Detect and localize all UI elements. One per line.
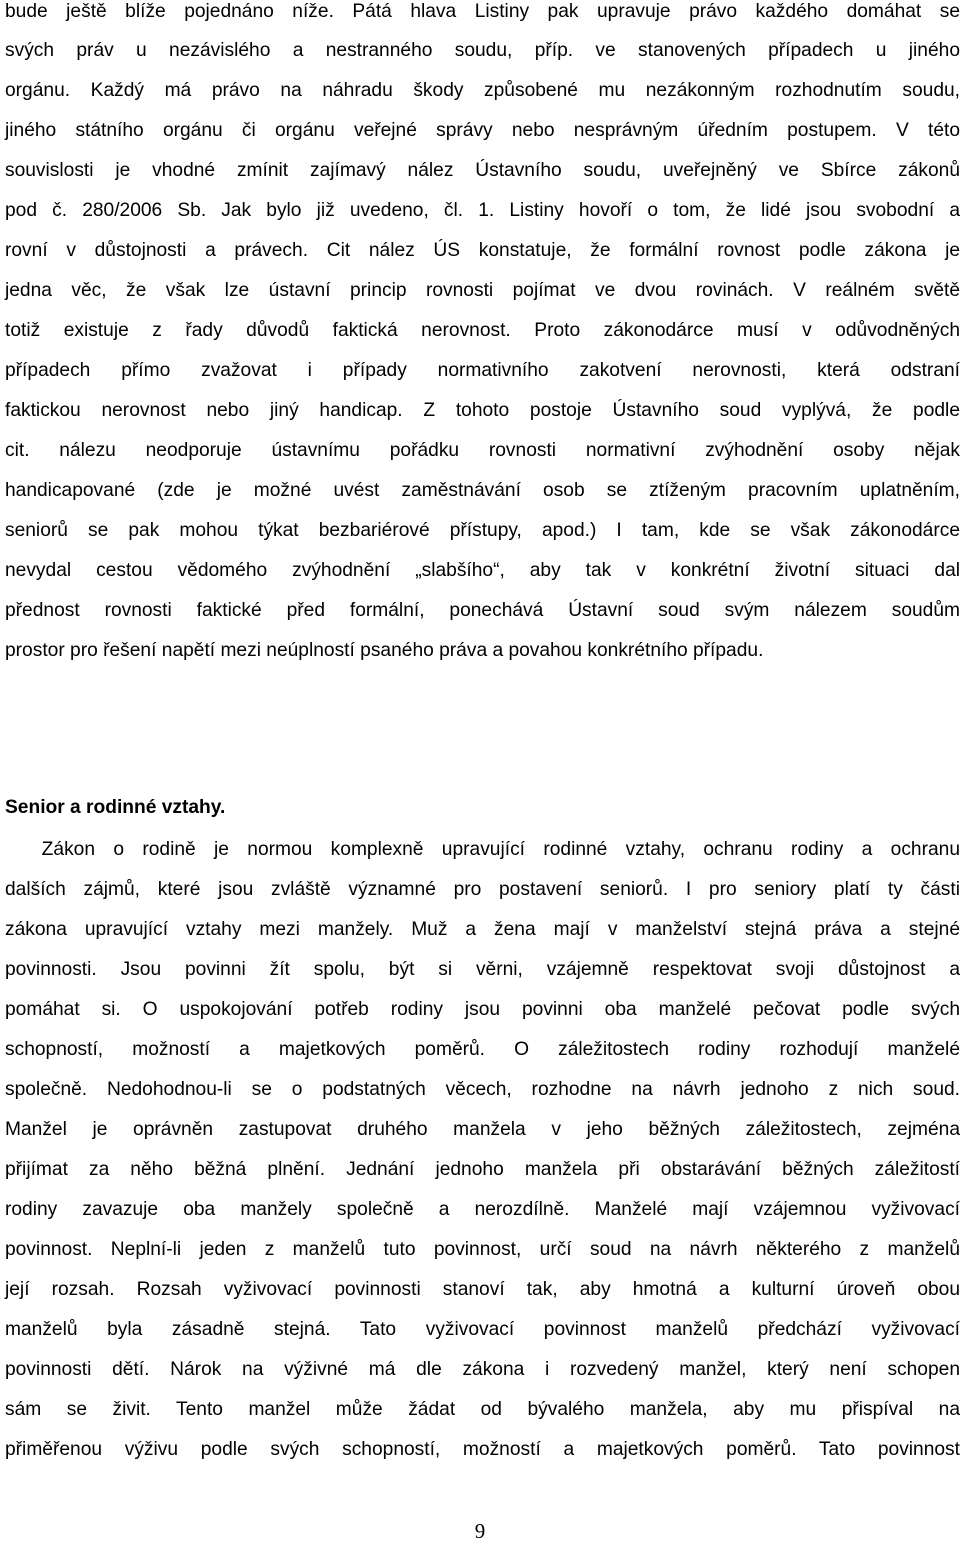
paragraph-line: pod č. 280/2006 Sb. Jak bylo již uvedeno, čl. 1. Listiny hovoří o tom, že lidé jsou svobodní a bbox=[5, 200, 960, 221]
paragraph-line: souvislosti je vhodné zmínit zajímavý nález Ústavního soudu, uveřejněný ve Sbírce zákonů bbox=[5, 160, 960, 181]
paragraph-line: povinnosti dětí. Nárok na výživné má dle zákona i rozvedený manžel, který není schopen bbox=[5, 1359, 960, 1380]
paragraph-line: nevydal cestou vědomého zvýhodnění „slabšího“, aby tak v konkrétní životní situaci dal bbox=[5, 560, 960, 581]
paragraph-line: Manžel je oprávněn zastupovat druhého manžela v jeho běžných záležitostech, zejména bbox=[5, 1119, 960, 1140]
paragraph-line: společně. Nedohodnou-li se o podstatných věcech, rozhodne na návrh jednoho z nich soud. bbox=[5, 1079, 960, 1100]
paragraph-line: manželů byla zásadně stejná. Tato vyživovací povinnost manželů předchází vyživovací bbox=[5, 1319, 960, 1340]
section-heading: Senior a rodinné vztahy. bbox=[5, 797, 226, 818]
paragraph-line: prostor pro řešení napětí mezi neúplností psaného práva a povahou konkrétního případu. bbox=[5, 640, 764, 661]
paragraph-line: přijímat za něho běžná plnění. Jednání jednoho manžela při obstarávání běžných záležitostí bbox=[5, 1159, 960, 1180]
paragraph-line: bude ještě blíže pojednáno níže. Pátá hlava Listiny pak upravuje právo každého domáhat se bbox=[5, 1, 960, 22]
paragraph-line: rodiny zavazuje oba manžely společně a nerozdílně. Manželé mají vzájemnou vyživovací bbox=[5, 1199, 960, 1220]
paragraph-line: její rozsah. Rozsah vyživovací povinnosti stanoví tak, aby hmotná a kulturní úroveň obou bbox=[5, 1279, 960, 1300]
paragraph-line: pomáhat si. O uspokojování potřeb rodiny jsou povinni oba manželé pečovat podle svých bbox=[5, 999, 960, 1020]
paragraph-line: schopností, možností a majetkových poměrů. O záležitostech rodiny rozhodují manželé bbox=[5, 1039, 960, 1060]
paragraph-line: povinnost. Neplní-li jeden z manželů tuto povinnost, určí soud na návrh některého z manželů bbox=[5, 1239, 960, 1260]
paragraph-line: přednost rovnosti faktické před formální, ponechává Ústavní soud svým nálezem soudům bbox=[5, 600, 960, 621]
paragraph-line: svých práv u nezávislého a nestranného soudu, příp. ve stanovených případech u jiného bbox=[5, 40, 960, 61]
paragraph-line: handicapované (zde je možné uvést zaměstnávání osob se ztíženým pracovním uplatněním, bbox=[5, 480, 960, 501]
page-number: 9 bbox=[474, 1519, 486, 1543]
paragraph-line: faktickou nerovnost nebo jiný handicap. Z tohoto postoje Ústavního soud vyplývá, že podle bbox=[5, 400, 960, 421]
paragraph-line: případech přímo zvažovat i případy normativního zakotvení nerovnosti, která odstraní bbox=[5, 360, 960, 381]
paragraph-line: Zákon o rodině je normou komplexně upravující rodinné vztahy, ochranu rodiny a ochranu bbox=[5, 839, 960, 860]
paragraph-line: orgánu. Každý má právo na náhradu škody způsobené mu nezákonným rozhodnutím soudu, bbox=[5, 80, 960, 101]
paragraph-line: totiž existuje z řady důvodů faktická nerovnost. Proto zákonodárce musí v odůvodněných bbox=[5, 320, 960, 341]
paragraph-line: cit. nálezu neodporuje ústavnímu pořádku rovnosti normativní zvýhodnění osoby nějak bbox=[5, 440, 960, 461]
paragraph-line: sám se živit. Tento manžel může žádat od bývalého manžela, aby mu přispíval na bbox=[5, 1399, 960, 1420]
paragraph-line: jiného státního orgánu či orgánu veřejné správy nebo nesprávným úředním postupem. V této bbox=[5, 120, 960, 141]
paragraph-line: přiměřenou výživu podle svých schopností, možností a majetkových poměrů. Tato povinnost bbox=[5, 1439, 960, 1460]
paragraph-line: jedna věc, že však lze ústavní princip rovnosti pojímat ve dvou rovinách. V reálném světě bbox=[5, 280, 960, 301]
paragraph-line: dalších zájmů, které jsou zvláště významné pro postavení seniorů. I pro seniory platí ty části bbox=[5, 879, 960, 900]
paragraph-line: povinnosti. Jsou povinni žít spolu, být si věrni, vzájemně respektovat svoji důstojnost a bbox=[5, 959, 960, 980]
paragraph-line: rovní v důstojnosti a právech. Cit nález ÚS konstatuje, že formální rovnost podle zákona je bbox=[5, 240, 960, 261]
paragraph-line: seniorů se pak mohou týkat bezbariérové přístupy, apod.) I tam, kde se však zákonodárce bbox=[5, 520, 960, 541]
paragraph-line: zákona upravující vztahy mezi manžely. Muž a žena mají v manželství stejná práva a stejné bbox=[5, 919, 960, 940]
